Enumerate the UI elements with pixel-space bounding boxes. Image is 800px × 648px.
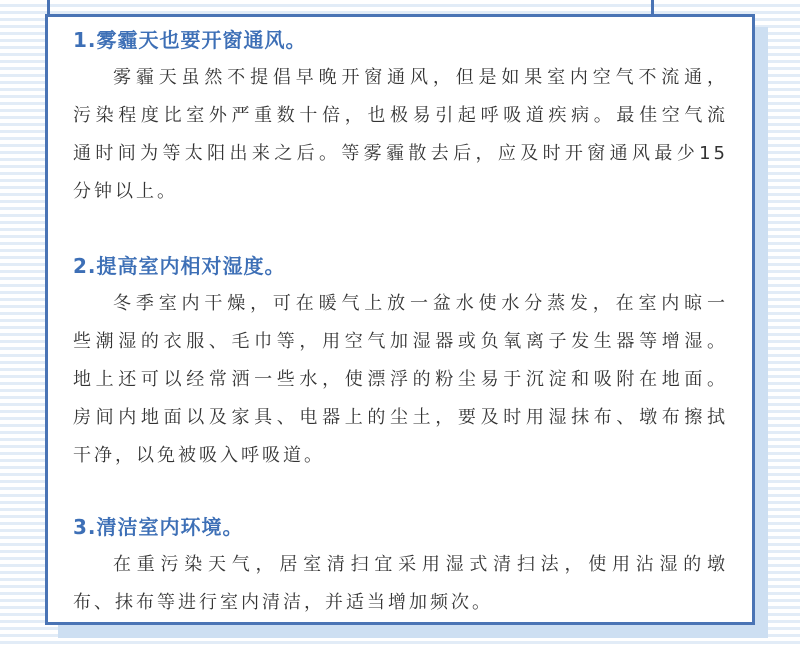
section-heading: 1.雾霾天也要开窗通风。 — [73, 28, 307, 52]
body-line: 冬季室内干燥，可在暖气上放一盆水使水分蒸发，在室内晾一 — [113, 293, 728, 314]
content-card — [45, 14, 755, 625]
section-cleaning — [73, 508, 728, 622]
body-line: 干净，以免被吸入呼吸道。 — [73, 445, 325, 466]
section-ventilation — [73, 21, 728, 211]
body-line: 分钟以上。 — [73, 181, 178, 202]
body-line: 些潮湿的衣服、毛巾等，用空气加湿器或负氧离子发生器等增湿。 — [73, 331, 728, 352]
body-line: 污染程度比室外严重数十倍，也极易引起呼吸道疾病。最佳空气流 — [73, 105, 728, 126]
body-line: 房间内地面以及家具、电器上的尘土，要及时用湿抹布、墩布擦拭 — [73, 407, 728, 428]
section-humidity — [73, 247, 728, 475]
body-line: 雾霾天虽然不提倡早晚开窗通风，但是如果室内空气不流通， — [113, 67, 728, 88]
body-line: 布、抹布等进行室内清洁，并适当增加频次。 — [73, 592, 493, 613]
body-line: 地上还可以经常洒一些水，使漂浮的粉尘易于沉淀和吸附在地面。 — [73, 369, 728, 390]
section-heading: 3.清洁室内环境。 — [73, 515, 244, 539]
section-heading: 2.提高室内相对湿度。 — [73, 254, 286, 278]
body-line: 在重污染天气，居室清扫宜采用湿式清扫法，使用沾湿的墩 — [113, 554, 728, 575]
body-line: 通时间为等太阳出来之后。等雾霾散去后，应及时开窗通风最少15 — [73, 143, 728, 164]
